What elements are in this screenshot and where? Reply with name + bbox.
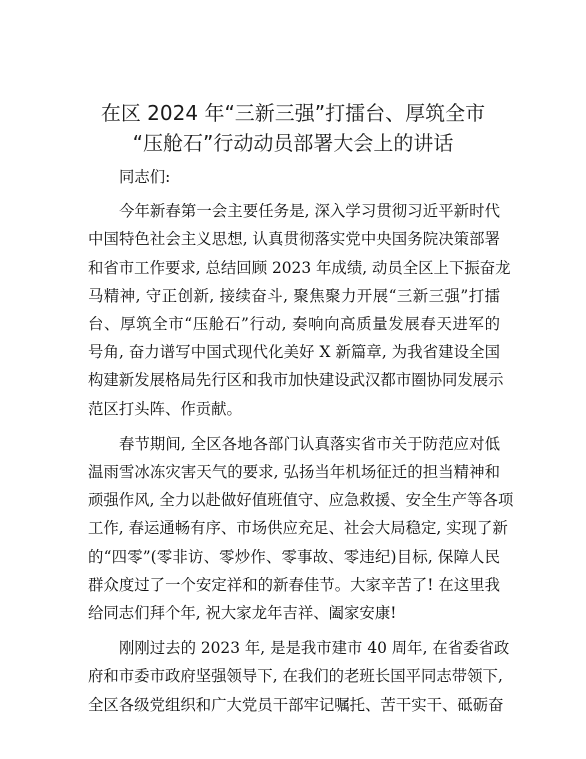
text-line: 马精神, 守正创新, 接续奋斗, 聚焦聚力开展“三新三强”打擂 (88, 286, 500, 305)
text-line: 给同志们拜个年, 祝大家龙年吉祥、阖家安康! (88, 604, 397, 623)
text-line: 群众度过了一个安定祥和的新春佳节。大家辛苦了! 在这里我 (88, 575, 500, 594)
paragraph-1 (88, 197, 511, 423)
text-line: 的“四零”(零非访、零炒作、零事故、零违纪)目标, 保障人民 (88, 547, 500, 566)
text-line: 今年新春第一会主要任务是, 深入学习贯彻习近平新时代 (119, 202, 500, 221)
text-line: 中国特色社会主义思想, 认真贯彻落实党中央国务院决策部署 (88, 230, 500, 249)
text-line: 构建新发展格局先行区和我市加快建设武汉都市圈协同发展示 (88, 371, 504, 390)
text-line: 范区打头阵、作贡献。 (88, 399, 242, 418)
text-line: 刚刚过去的 2023 年, 是是我市建市 40 周年, 在省委省政 (119, 639, 510, 658)
document-body (88, 163, 514, 726)
document-title (60, 98, 526, 158)
salutation: 同志们: (119, 168, 171, 186)
text-line: 和省市工作要求, 总结回顾 2023 年成绩, 动员全区上下振奋龙 (88, 258, 511, 277)
paragraph-3 (88, 634, 510, 719)
text-line: 台、厚筑全市“压舱石”行动, 奏响向高质量发展春天进军的 (88, 315, 500, 334)
title-line-1: 在区 2024 年“三新三强”打擂台、厚筑全市 (100, 101, 486, 125)
text-line: 府和市委市政府坚强领导下, 在我们的老班长国平同志带领下, (88, 667, 503, 686)
paragraph-2 (88, 430, 514, 627)
text-line: 顽强作风, 全力以赴做好值班值守、应急救援、安全生产等各项 (88, 491, 514, 510)
text-line: 全区各级党组织和广大党员干部牢记嘱托、苦干实干、砥砺奋 (88, 695, 504, 714)
title-line-2: “压舱石”行动动员部署大会上的讲话 (132, 131, 454, 155)
text-line: 温雨雪冰冻灾害天气的要求, 弘扬当年机场征迁的担当精神和 (88, 463, 500, 482)
text-line: 工作, 春运通畅有序、市场供应充足、社会大局稳定, 实现了新 (88, 519, 508, 538)
text-line: 号角, 奋力谱写中国式现代化美好 X 新篇章, 为我省建设全国 (88, 343, 500, 362)
text-line: 春节期间, 全区各地各部门认真落实省市关于防范应对低 (119, 434, 500, 453)
